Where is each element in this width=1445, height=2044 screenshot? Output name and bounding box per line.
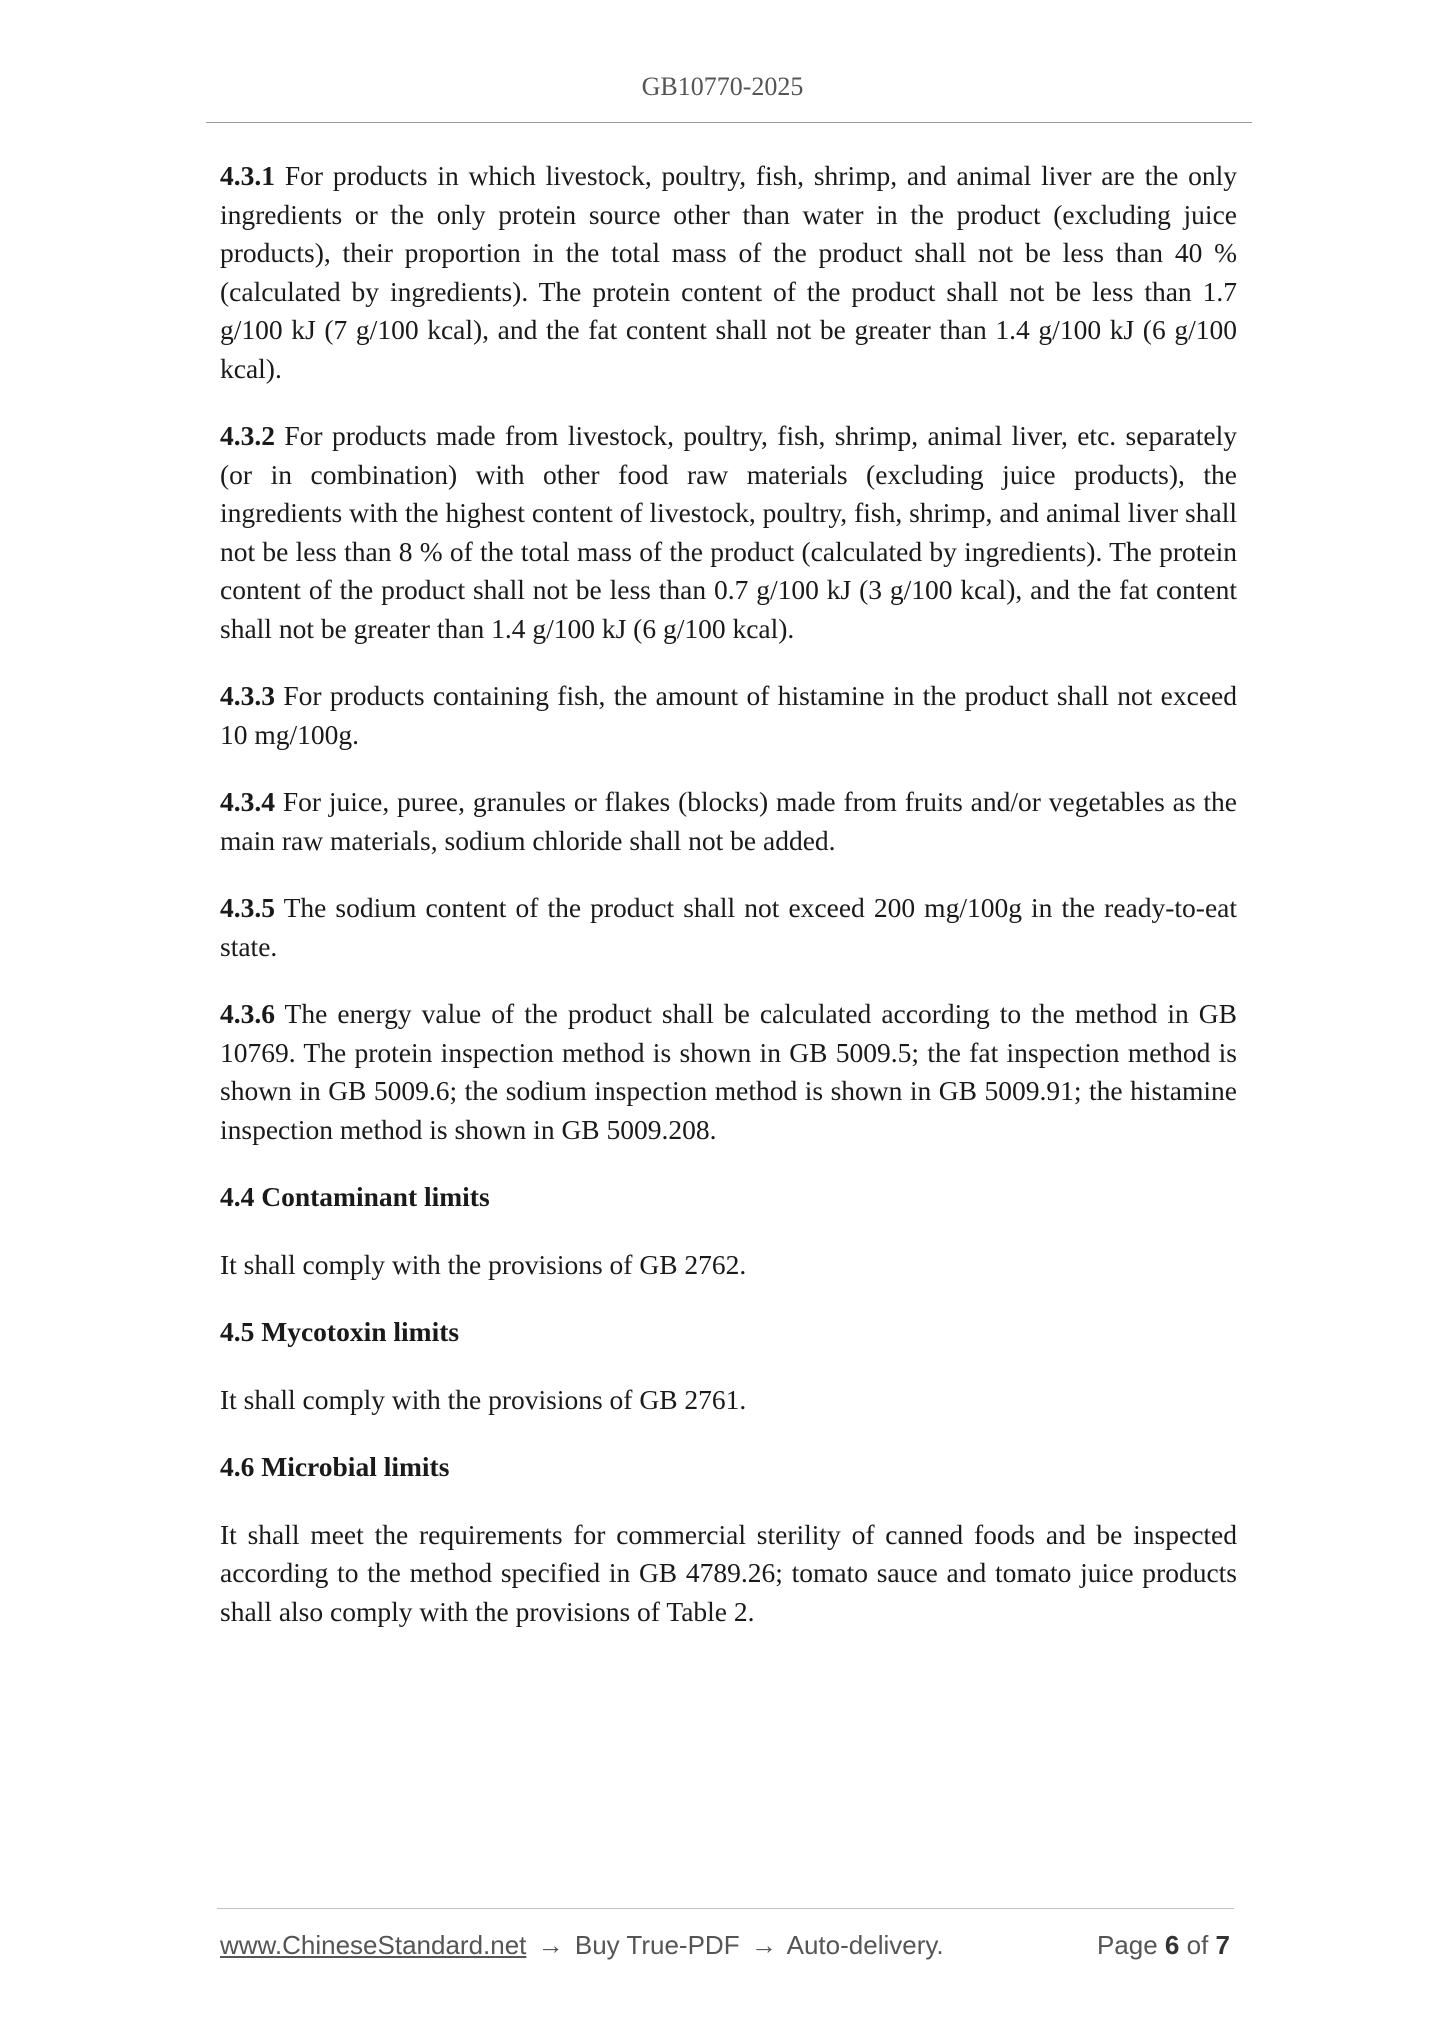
page-indicator bbox=[1097, 1930, 1230, 1961]
heading-microbial-limits: 4.6 Microbial limits bbox=[220, 1451, 450, 1482]
page-total: 7 bbox=[1215, 1930, 1230, 1960]
clause-text: For products in which livestock, poultry, fish, shrimp, and animal liver are the only ingredients or the only protein source other than water in the product (excluding juice products), their proportion in the total mass of the product shall not be less than 40 % (calculated by ingredients). The protein content of the product shall not be less than 1.7 g/100 kJ (7 g/100 kcal), and the fat content shall not be greater than 1.4 g/100 kJ (6 g/100 kcal). bbox=[220, 160, 1237, 384]
header-divider bbox=[206, 122, 1252, 123]
clause-4-3-6 bbox=[220, 995, 1237, 1149]
clause-number: 4.3.4 bbox=[220, 786, 275, 817]
arrow-right-icon: → bbox=[537, 1930, 564, 1960]
clause-number: 4.3.6 bbox=[220, 998, 275, 1029]
footer-divider bbox=[217, 1908, 1234, 1909]
page-of-label: of bbox=[1186, 1930, 1209, 1960]
footer-promo bbox=[220, 1930, 944, 1961]
clause-number: 4.3.2 bbox=[220, 420, 275, 451]
clause-4-3-2 bbox=[220, 417, 1237, 648]
clause-text: The sodium content of the product shall not exceed 200 mg/100g in the ready-to-eat state. bbox=[220, 892, 1237, 962]
website-link[interactable]: www.ChineseStandard.net bbox=[220, 1930, 527, 1960]
clause-number: 4.3.5 bbox=[220, 892, 275, 923]
microbial-limits-text: It shall meet the requirements for commercial sterility of canned foods and be inspected according to the method specified in GB 4789.26; tomato sauce and tomato juice products shall also comply with the provisions of Table 2. bbox=[220, 1518, 1237, 1627]
clause-4-3-1 bbox=[220, 157, 1237, 388]
document-body bbox=[220, 157, 1237, 1660]
clause-4-3-4 bbox=[220, 783, 1237, 860]
heading-mycotoxin-limits: 4.5 Mycotoxin limits bbox=[220, 1316, 460, 1347]
clause-text: For products containing fish, the amount of histamine in the product shall not exceed 10 mg/100g. bbox=[220, 680, 1237, 750]
page-label: Page bbox=[1096, 1930, 1158, 1960]
clause-text: The energy value of the product shall be calculated according to the method in GB 10769. The protein inspection method is shown in GB 5009.5; the fat inspection method is shown in GB 5009.6; the sodium inspection method is shown in GB 5009.91; the histamine inspection method is shown in GB 5009.208. bbox=[220, 998, 1237, 1145]
buy-true-pdf-text: Buy True-PDF bbox=[574, 1930, 740, 1960]
page-current: 6 bbox=[1164, 1930, 1180, 1960]
mycotoxin-limits-text: It shall comply with the provisions of GB 2761. bbox=[220, 1383, 747, 1415]
clause-4-3-3 bbox=[220, 677, 1237, 754]
auto-delivery-text: Auto-delivery. bbox=[786, 1930, 944, 1960]
clause-number: 4.3.3 bbox=[220, 680, 275, 711]
clause-4-3-5 bbox=[220, 889, 1237, 966]
header-title: GB10770-2025 bbox=[641, 72, 804, 101]
arrow-right-icon: → bbox=[750, 1930, 777, 1960]
clause-text: For juice, puree, granules or flakes (blocks) made from fruits and/or vegetables as the main raw materials, sodium chloride shall not be added. bbox=[220, 786, 1237, 856]
contaminant-limits-text: It shall comply with the provisions of GB 2762. bbox=[220, 1248, 747, 1280]
clause-number: 4.3.1 bbox=[220, 160, 275, 191]
clause-text: For products made from livestock, poultry, fish, shrimp, animal liver, etc. separately (or in combination) with other food raw materials (excluding juice products), the ingredients with the highest content of livestock, poultry, fish, shrimp, and animal liver shall not be less than 8 % of the total mass of the product (calculated by ingredients). The protein content of the product shall not be less than 0.7 g/100 kJ (3 g/100 kcal), and the fat content shall not be greater than 1.4 g/100 kJ (6 g/100 kcal). bbox=[220, 420, 1237, 644]
heading-contaminant-limits: 4.4 Contaminant limits bbox=[220, 1181, 490, 1212]
